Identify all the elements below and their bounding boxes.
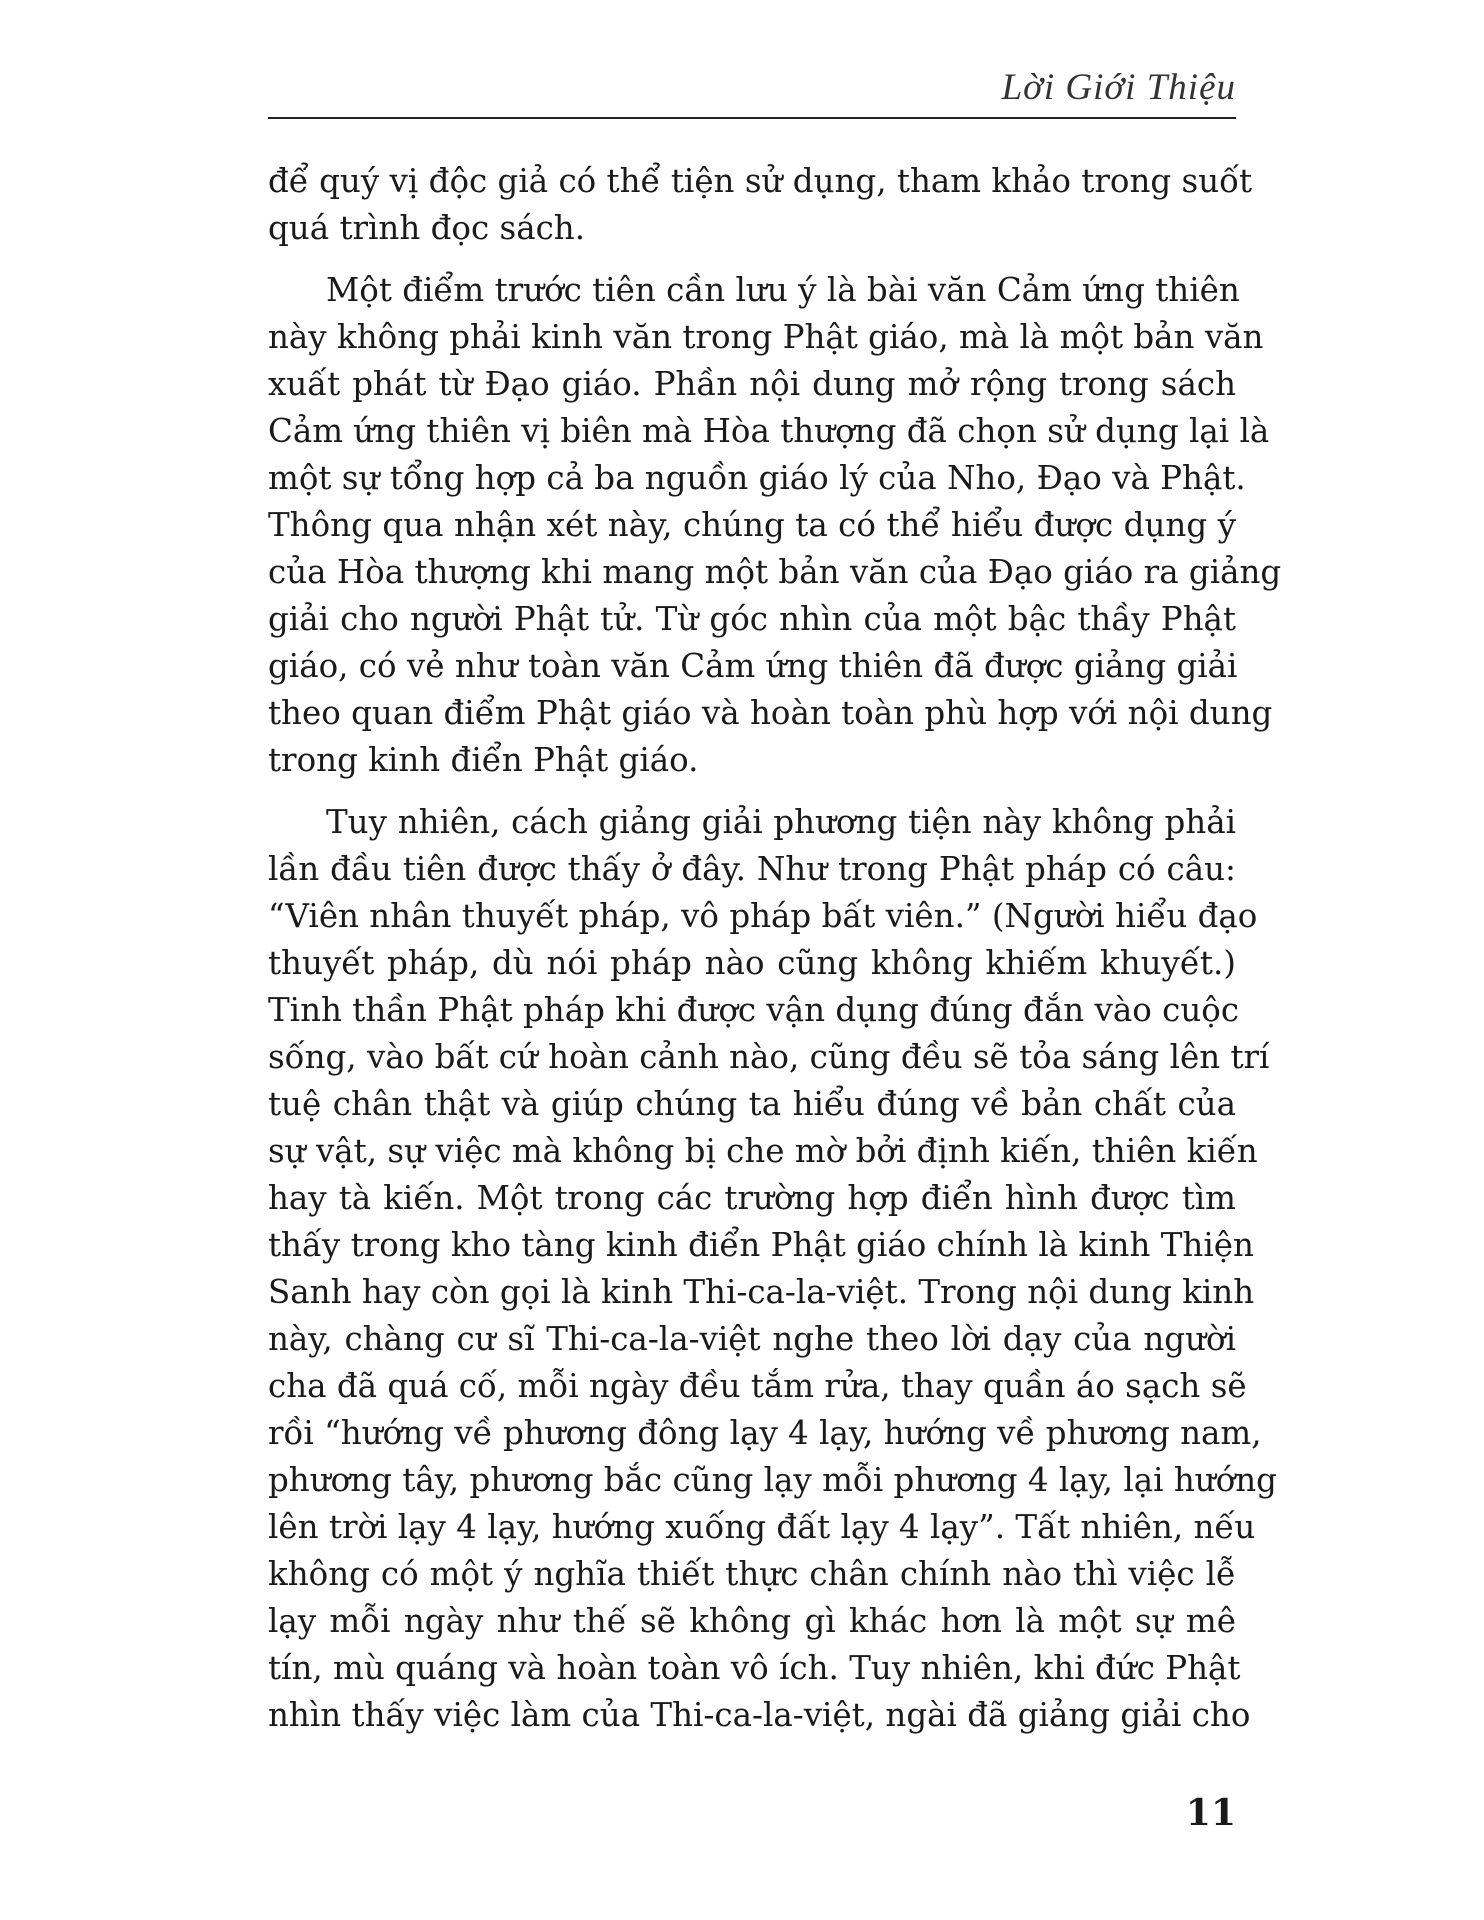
text-line: này, chàng cư sĩ Thi-ca-la-việt nghe theo lời dạy của người xyxy=(268,1320,1236,1358)
text-line: nhìn thấy việc làm của Thi-ca-la-việt, ngài đã giảng giải cho xyxy=(268,1696,1251,1734)
text-line: Sanh hay còn gọi là kinh Thi-ca-la-việt. Trong nội dung kinh xyxy=(268,1273,1255,1311)
text-line: không có một ý nghĩa thiết thực chân chính nào thì việc lễ xyxy=(268,1555,1236,1593)
text-line: của Hòa thượng khi mang một bản văn của Đạo giáo ra giảng xyxy=(268,553,1282,591)
text-line: rồi “hướng về phương đông lạy 4 lạy, hướng về phương nam, xyxy=(268,1414,1262,1452)
paragraph-2 xyxy=(268,267,1282,784)
text-line: theo quan điểm Phật giáo và hoàn toàn phù hợp với nội dung xyxy=(268,694,1273,732)
text-line: một sự tổng hợp cả ba nguồn giáo lý của Nho, Đạo và Phật. xyxy=(268,459,1246,497)
text-line: giải cho người Phật tử. Từ góc nhìn của một bậc thầy Phật xyxy=(268,600,1236,638)
text-line: phương tây, phương bắc cũng lạy mỗi phương 4 lạy, lại hướng xyxy=(268,1461,1277,1499)
running-title: Lời Giới Thiệu xyxy=(1001,67,1236,108)
page-body xyxy=(268,158,1282,1754)
text-line: này không phải kinh văn trong Phật giáo, mà là một bản văn xyxy=(268,318,1264,356)
page-number: 11 xyxy=(1185,1792,1236,1834)
text-line: thấy trong kho tàng kinh điển Phật giáo chính là kinh Thiện xyxy=(268,1226,1254,1264)
text-line: Cảm ứng thiên vị biên mà Hòa thượng đã chọn sử dụng lại là xyxy=(268,412,1270,450)
text-line: “Viên nhân thuyết pháp, vô pháp bất viên.” (Người hiểu đạo xyxy=(268,897,1258,935)
text-line: quá trình đọc sách. xyxy=(268,209,586,247)
text-line: Thông qua nhận xét này, chúng ta có thể hiểu được dụng ý xyxy=(268,506,1236,544)
text-line: lần đầu tiên được thấy ở đây. Như trong Phật pháp có câu: xyxy=(268,850,1236,888)
text-line: trong kinh điển Phật giáo. xyxy=(268,741,699,779)
text-line: cha đã quá cố, mỗi ngày đều tắm rửa, thay quần áo sạch sẽ xyxy=(268,1367,1247,1405)
text-line: giáo, có vẻ như toàn văn Cảm ứng thiên đã được giảng giải xyxy=(268,647,1238,685)
text-line: Tinh thần Phật pháp khi được vận dụng đúng đắn vào cuộc xyxy=(268,991,1240,1029)
text-line: xuất phát từ Đạo giáo. Phần nội dung mở rộng trong sách xyxy=(268,365,1236,403)
text-line xyxy=(268,267,1240,314)
text-line: hay tà kiến. Một trong các trường hợp điển hình được tìm xyxy=(268,1179,1236,1217)
text-line-content: Một điểm trước tiên cần lưu ý là bài văn Cảm ứng thiên xyxy=(326,271,1240,309)
paragraph-3 xyxy=(268,799,1277,1739)
text-line: để quý vị độc giả có thể tiện sử dụng, tham khảo trong suốt xyxy=(268,162,1253,200)
text-line: thuyết pháp, dù nói pháp nào cũng không khiếm khuyết.) xyxy=(268,944,1236,982)
text-line: lạy mỗi ngày như thế sẽ không gì khác hơn là một sự mê xyxy=(268,1602,1236,1640)
text-line xyxy=(268,799,1236,846)
text-line: sống, vào bất cứ hoàn cảnh nào, cũng đều sẽ tỏa sáng lên trí xyxy=(268,1038,1270,1076)
text-line-content: Tuy nhiên, cách giảng giải phương tiện này không phải xyxy=(326,803,1236,841)
paragraph-1 xyxy=(268,158,1253,252)
text-line: tín, mù quáng và hoàn toàn vô ích. Tuy nhiên, khi đức Phật xyxy=(268,1649,1241,1687)
text-line: sự vật, sự việc mà không bị che mờ bởi định kiến, thiên kiến xyxy=(268,1132,1258,1170)
header-divider xyxy=(268,117,1236,119)
text-line: tuệ chân thật và giúp chúng ta hiểu đúng về bản chất của xyxy=(268,1085,1236,1123)
text-line: lên trời lạy 4 lạy, hướng xuống đất lạy 4 lạy”. Tất nhiên, nếu xyxy=(268,1508,1256,1546)
